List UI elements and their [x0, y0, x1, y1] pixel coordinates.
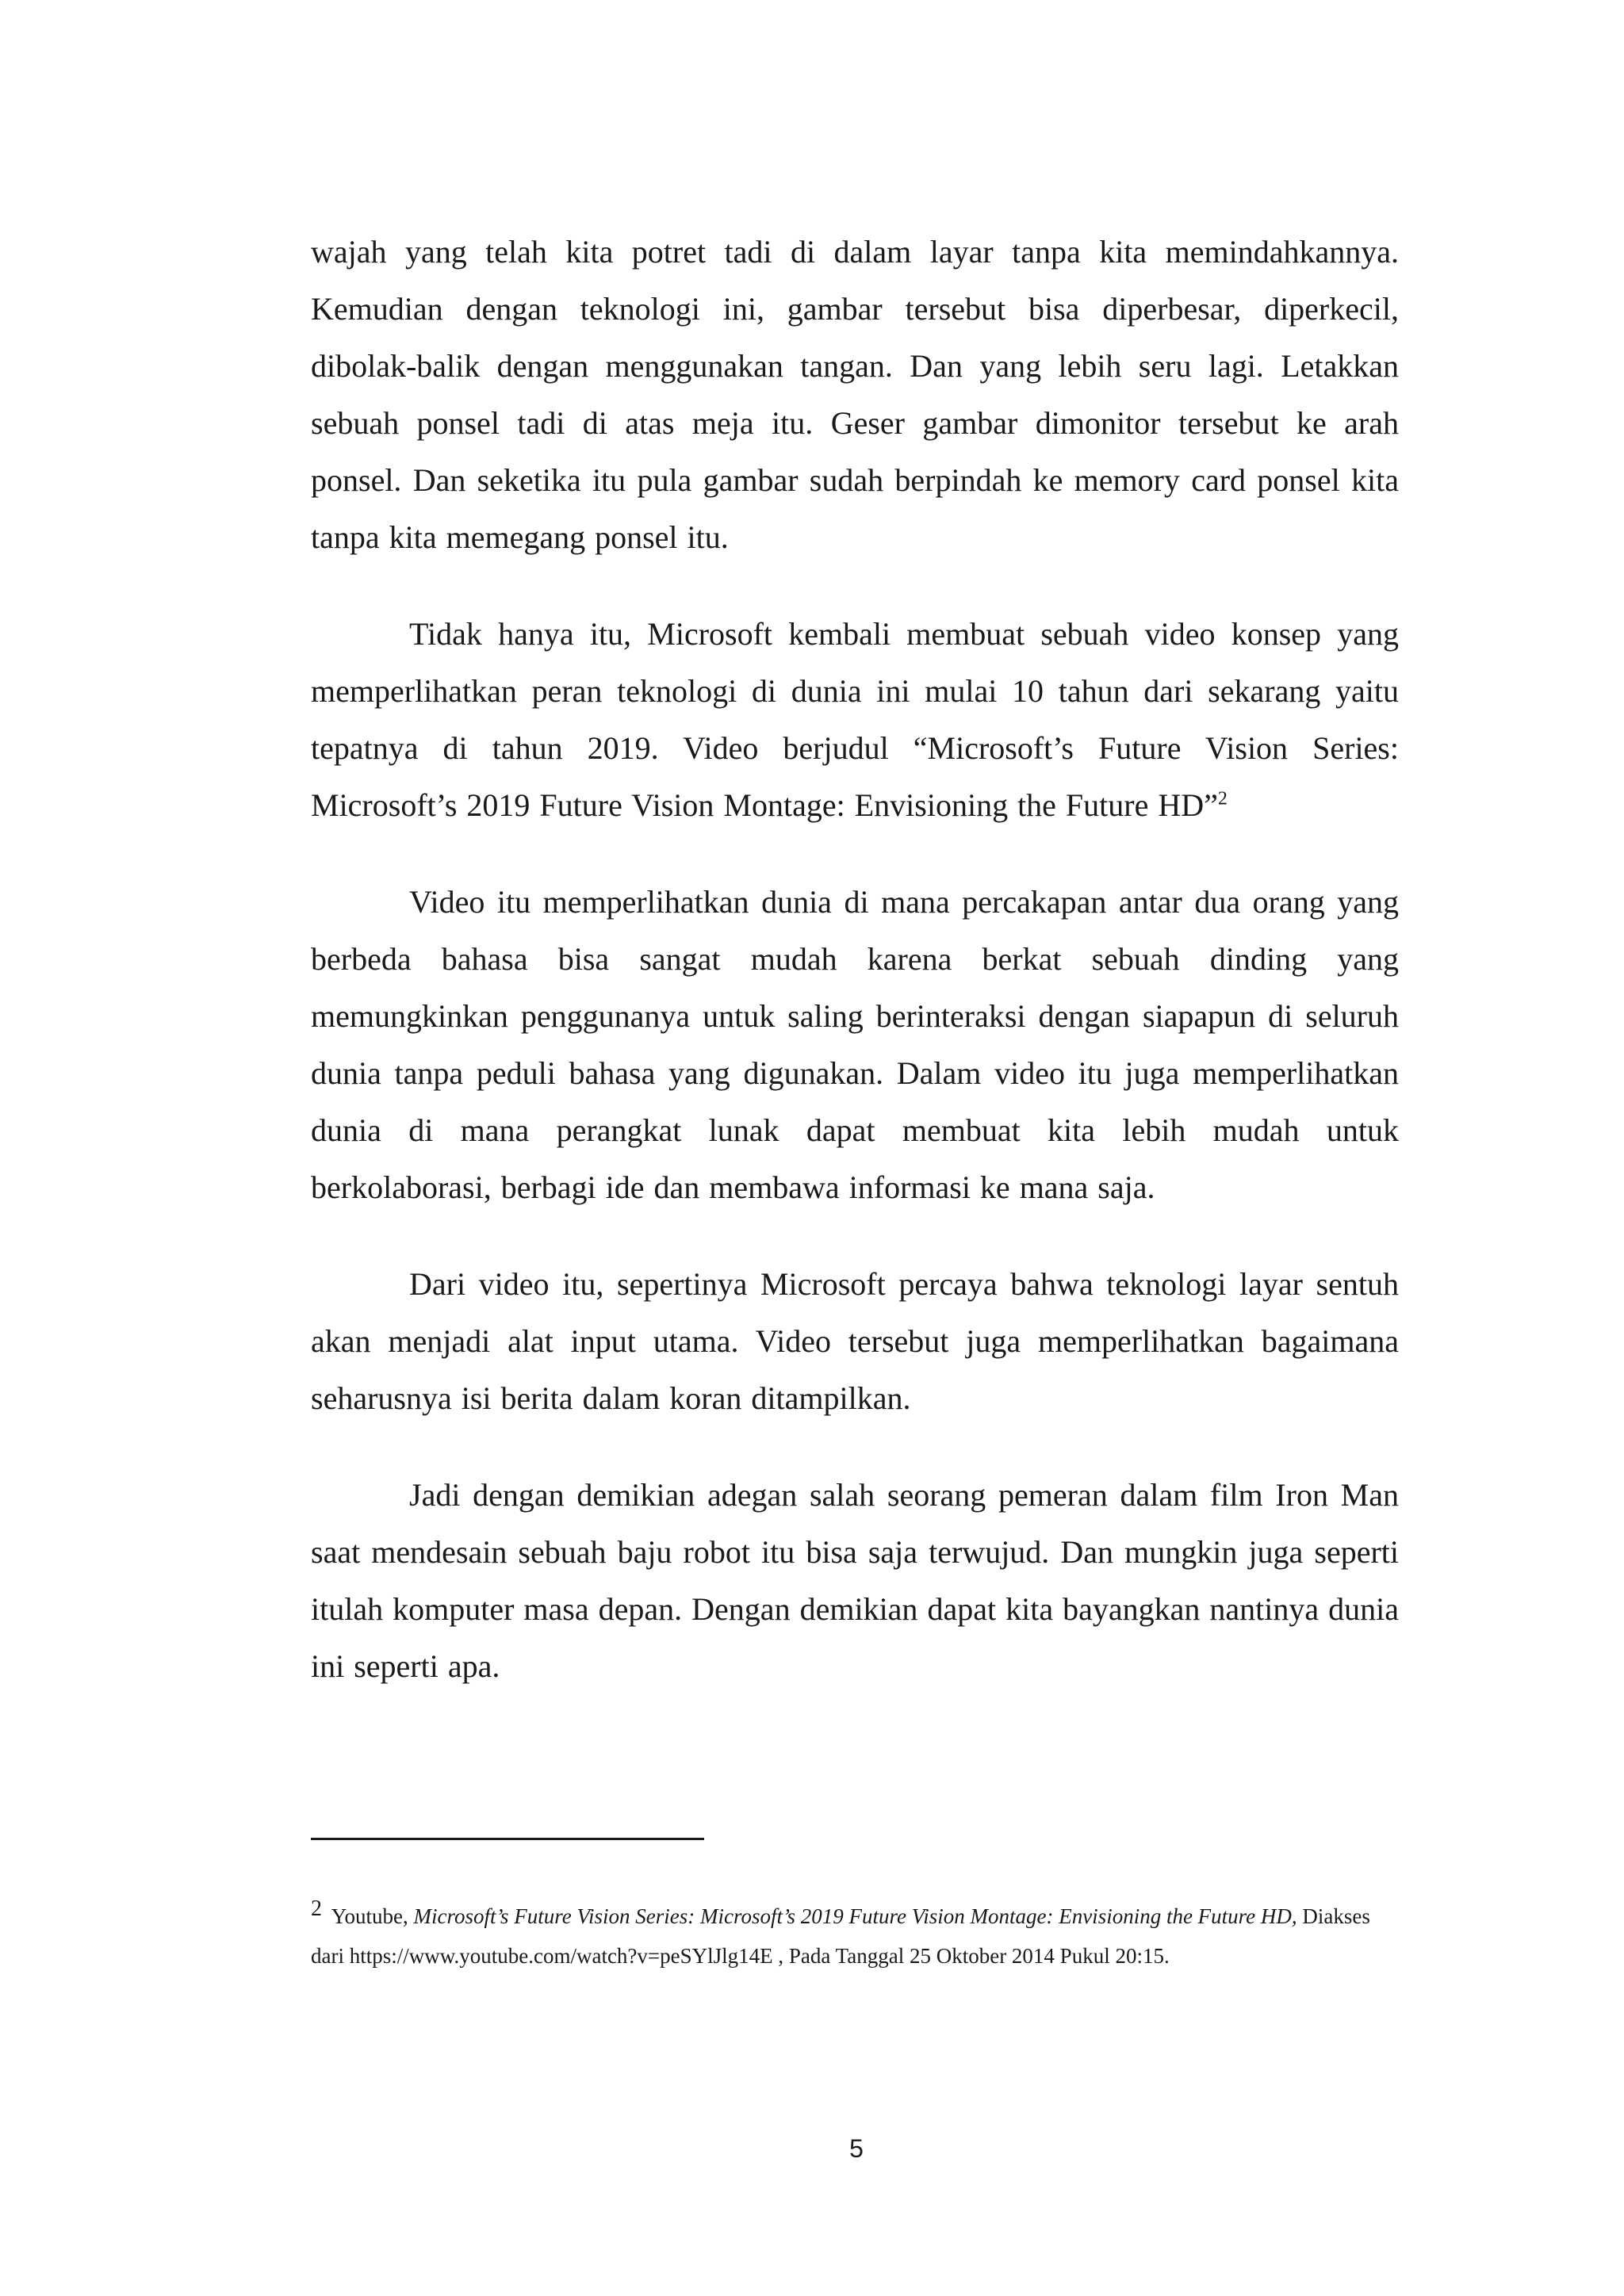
- footnote-number: 2: [311, 1896, 322, 1921]
- paragraph-touch-screen: [311, 1256, 1399, 1427]
- footnote-source: Youtube,: [331, 1904, 408, 1928]
- footnote-separator: [311, 1838, 704, 1840]
- footnote-details: Diakses dari https://www.youtube.com/watch?v=peSYlJlg14E , Pada Tanggal 25 Oktober 2014 Pukul 20:15.: [311, 1904, 1370, 1968]
- footnote-title: Microsoft’s Future Vision Series: Microsoft’s 2019 Future Vision Montage: Envisioning the Future HD,: [413, 1904, 1297, 1928]
- footnote: [311, 1896, 1399, 1976]
- page-number: 5: [849, 2134, 864, 2163]
- paragraph-text: wajah yang telah kita potret tadi di dalam layar tanpa kita memindahkannya. Kemudian dengan teknologi ini, gambar tersebut bisa diperbesar, diperkecil, dibolak-balik dengan menggunakan tangan. Dan yang lebih seru lagi. Letakkan sebuah ponsel tadi di atas meja itu. Geser gambar dimonitor tersebut ke arah ponsel. Dan seketika itu pula gambar sudah berpindah ke memory card ponsel kita tanpa kita memegang ponsel itu.: [311, 234, 1399, 555]
- paragraph-microsoft-video: [311, 606, 1399, 834]
- paragraph-conclusion: [311, 1467, 1399, 1695]
- paragraph-text: Tidak hanya itu, Microsoft kembali membuat sebuah video konsep yang memperlihatkan peran teknologi di dunia ini mulai 10 tahun dari sekarang yaitu tepatnya di tahun 2019. Video berjudul “Microsoft’s Future Vision Series: Microsoft’s 2019 Future Vision Montage: Envisioning the Future HD”: [311, 616, 1399, 823]
- body-text: [311, 224, 1399, 1695]
- paragraph-video-description: [311, 874, 1399, 1216]
- paragraph-text: Dari video itu, sepertinya Microsoft percaya bahwa teknologi layar sentuh akan menjadi alat input utama. Video tersebut juga memperlihatkan bagaimana seharusnya isi berita dalam koran ditampilkan.: [311, 1266, 1399, 1416]
- paragraph-text: Video itu memperlihatkan dunia di mana percakapan antar dua orang yang berbeda bahasa bisa sangat mudah karena berkat sebuah dinding yang memungkinkan penggunanya untuk saling berinteraksi dengan siapapun di seluruh dunia tanpa peduli bahasa yang digunakan. Dalam video itu juga memperlihatkan dunia di mana perangkat lunak dapat membuat kita lebih mudah untuk berkolaborasi, berbagi ide dan membawa informasi ke mana saja.: [311, 884, 1399, 1205]
- footnote-reference[interactable]: 2: [1217, 788, 1228, 809]
- paragraph-text: Jadi dengan demikian adegan salah seorang pemeran dalam film Iron Man saat mendesain sebuah baju robot itu bisa saja terwujud. Dan mungkin juga seperti itulah komputer masa depan. Dengan demikian dapat kita bayangkan nantinya dunia ini seperti apa.: [311, 1477, 1399, 1684]
- paragraph-continuation: [311, 224, 1399, 566]
